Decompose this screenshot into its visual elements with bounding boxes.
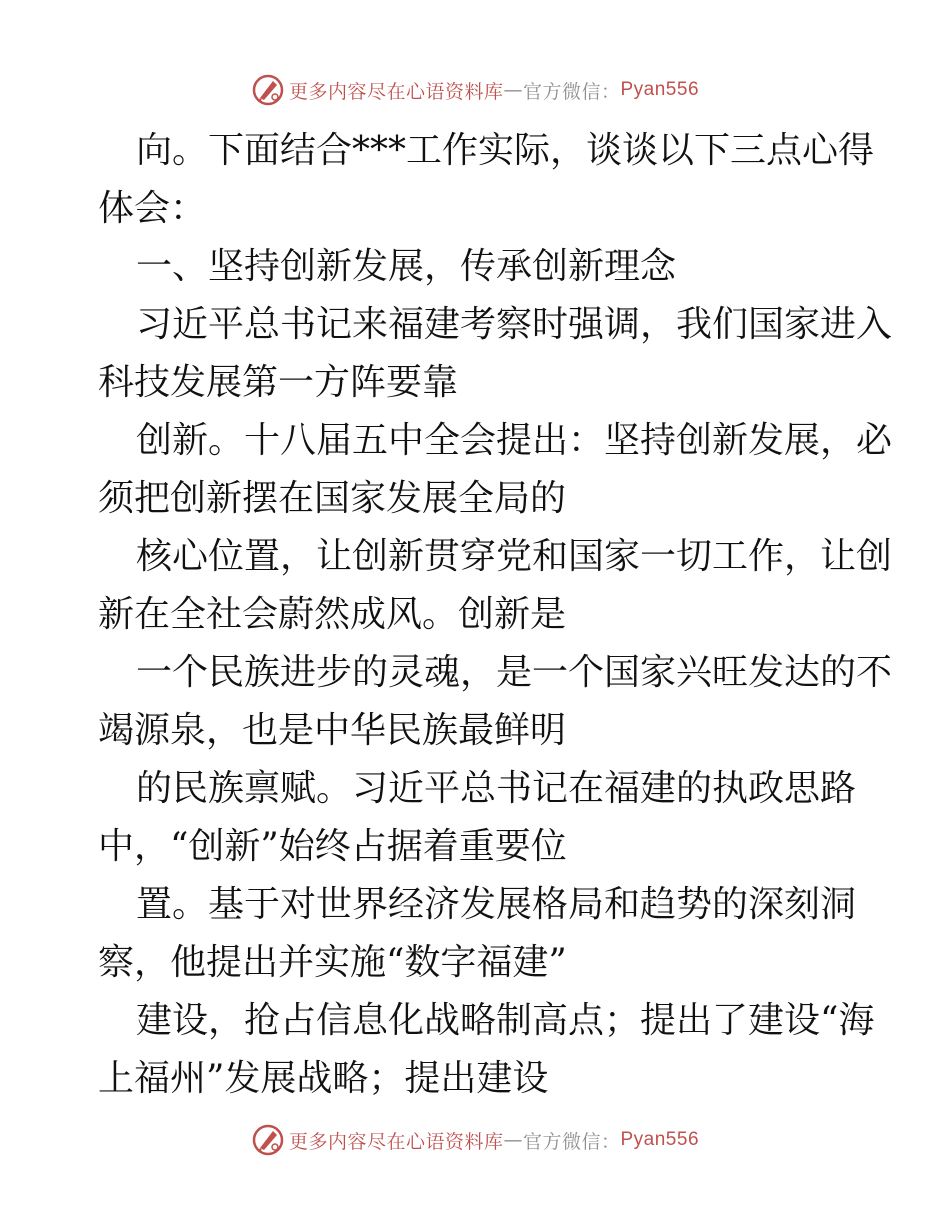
watermark-brand: 更多内容尽在心语资料库 xyxy=(288,1130,504,1153)
text-line: 中，“创新”始终占据着重要位 xyxy=(98,826,567,867)
text-line: 核心位置，让创新贯穿党和国家一切工作，让创 xyxy=(136,536,893,577)
watermark-wechat-id: Pyan556 xyxy=(620,1129,700,1150)
watermark-banner-top xyxy=(0,70,950,110)
text-line: 科技发展第一方阵要靠 xyxy=(98,362,459,403)
text-line: 一、坚持创新发展，传承创新理念 xyxy=(136,246,677,287)
text-line: 体会： xyxy=(98,188,207,229)
text-line: 置。基于对世界经济发展格局和趋势的深刻洞 xyxy=(136,884,857,925)
text-line: 建设，抢占信息化战略制高点；提出了建设“海 xyxy=(136,1000,875,1041)
text-line: 须把创新摆在国家发展全局的 xyxy=(98,478,567,519)
watermark-official-label: 官方微信： xyxy=(522,1130,621,1153)
watermark-wechat-id: Pyan556 xyxy=(620,79,700,100)
text-line: 习近平总书记来福建考察时强调，我们国家进入 xyxy=(136,304,893,345)
watermark-brand: 更多内容尽在心语资料库 xyxy=(288,80,504,103)
watermark-separator: — xyxy=(503,79,523,101)
text-line: 察，他提出并实施“数字福建” xyxy=(98,942,567,983)
watermark-banner-bottom xyxy=(0,1120,950,1160)
document-body xyxy=(98,122,893,1108)
text-line: 一个民族进步的灵魂，是一个国家兴旺发达的不 xyxy=(136,652,893,693)
text-line: 创新。十八届五中全会提出：坚持创新发展，必 xyxy=(136,420,893,461)
watermark-official-label: 官方微信： xyxy=(522,80,621,103)
text-line: 向。下面结合***工作实际，谈谈以下三点心得 xyxy=(136,130,875,171)
quill-pen-logo-icon xyxy=(251,1123,285,1157)
text-line: 的民族禀赋。习近平总书记在福建的执政思路 xyxy=(136,768,857,809)
quill-pen-logo-icon xyxy=(251,73,285,107)
text-line: 新在全社会蔚然成风。创新是 xyxy=(98,594,567,635)
text-line: 上福州”发展战略；提出建设 xyxy=(98,1058,549,1099)
text-line: 竭源泉，也是中华民族最鲜明 xyxy=(98,710,567,751)
watermark-separator: — xyxy=(503,1129,523,1151)
